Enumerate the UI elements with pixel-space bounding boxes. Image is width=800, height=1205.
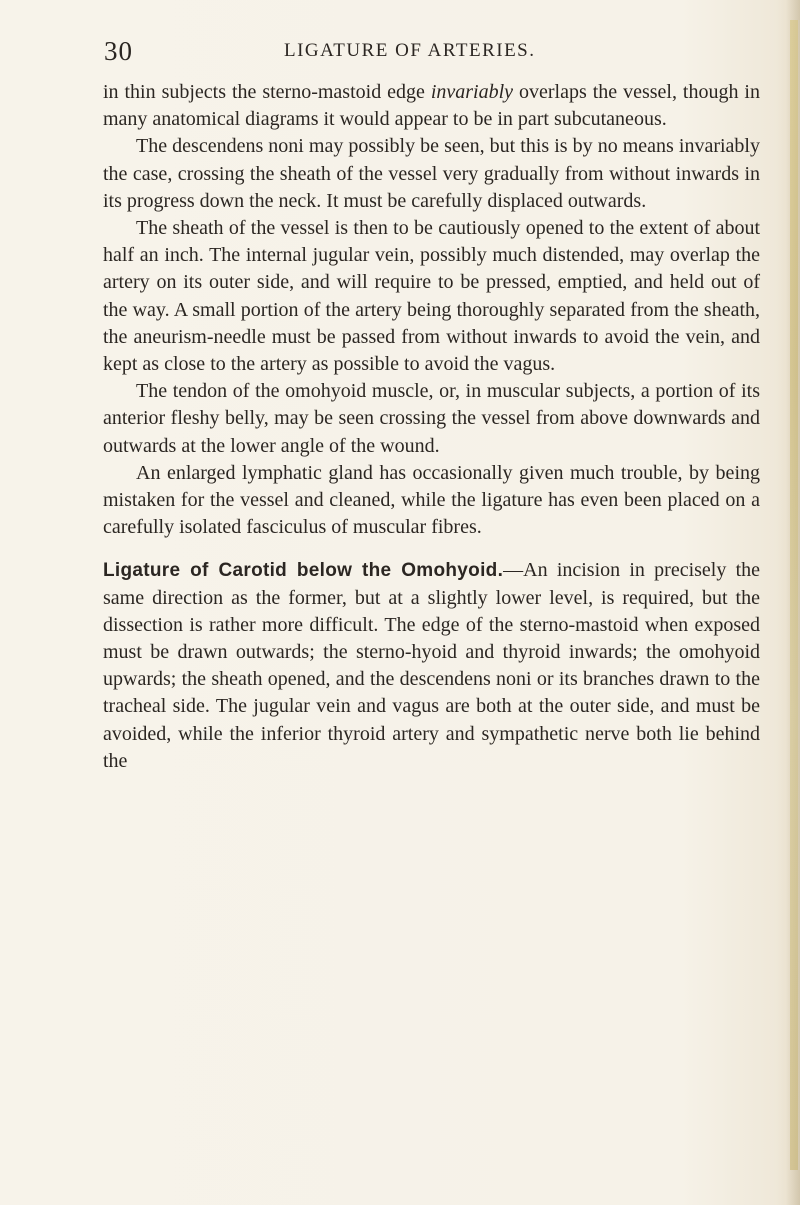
paragraph-4: The tendon of the omohyoid muscle, or, in muscular subjects, a portion of its anterior fleshy belly, may be seen crossing the vessel from above downwards and outwards at the lower angle of the wound. bbox=[103, 380, 760, 457]
paragraph-2: The descendens noni may possibly be seen, but this is by no means invariably the case, crossing the sheath of the vessel very gradually from without inwards in its progress down the neck. It must be carefully displaced outwards. bbox=[103, 135, 760, 212]
paragraph-5: An enlarged lymphatic gland has occasionally given much trouble, by being mistaken for the vessel and cleaned, while the ligature has even been placed on a carefully isolated fasciculus of muscular fibres. bbox=[103, 461, 760, 539]
paragraph-1-text-b: overlaps the vessel, though in many anatomical diagrams it would appear to be in part subcutaneous. bbox=[103, 81, 760, 131]
section-dash: — bbox=[503, 559, 524, 582]
section-paragraph bbox=[103, 557, 760, 775]
page-edge-strip bbox=[790, 20, 798, 1170]
page-body bbox=[103, 79, 760, 775]
running-title: LIGATURE OF ARTERIES. bbox=[284, 40, 536, 61]
page-header bbox=[104, 36, 754, 70]
paragraph-1-italic: invariably bbox=[430, 81, 514, 103]
section-heading: Ligature of Carotid below the Omohyoid. bbox=[103, 560, 504, 582]
paragraph-3: The sheath of the vessel is then to be cautiously opened to the extent of about half an inch. The internal jugular vein, possibly much distended, may overlap the artery on its outer side, and will require to be pressed, emptied, and held out of the way. A small portion of the artery being thoroughly separated from the sheath, the aneurism-needle must be passed from without inwards to avoid the vein, and kept as close to the artery as possible to avoid the vagus. bbox=[103, 217, 760, 376]
section-text: An incision in precisely the same direction as the former, but at a slightly lower level, is required, but the dissection is rather more difficult. The edge of the sterno-mastoid when exposed must be drawn outwards; the sterno-hyoid and thyroid inwards; the omohyoid upwards; the sheath opened, and the descendens noni or its branches drawn to the tracheal side. The jugular vein and vagus are both at the outer side, and must be avoided, while the inferior thyroid artery and sympathetic nerve both lie behind the bbox=[103, 559, 760, 772]
paragraph-1 bbox=[103, 79, 760, 133]
paragraph-1-text-a: in thin subjects the sterno-mastoid edge bbox=[103, 81, 431, 103]
page-number: 30 bbox=[104, 36, 133, 66]
